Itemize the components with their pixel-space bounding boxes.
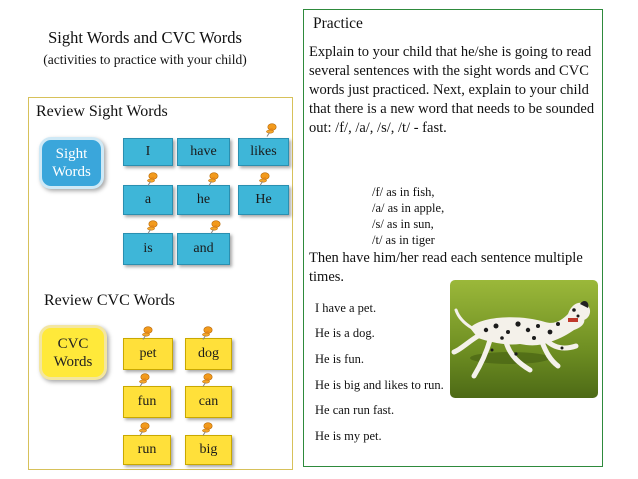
pushpin-icon bbox=[138, 422, 150, 436]
cvc-word-card: can bbox=[185, 386, 232, 418]
pushpin-icon bbox=[146, 172, 158, 186]
practice-title: Practice bbox=[313, 15, 363, 32]
dalmatian-running-photo bbox=[450, 280, 598, 398]
sight-word-card: and bbox=[177, 233, 230, 265]
sentence: He is fun. bbox=[315, 352, 364, 366]
sight-word-card: likes bbox=[238, 138, 289, 166]
sound-item: /t/ as in tiger bbox=[372, 233, 435, 247]
sound-item: /f/ as in fish, bbox=[372, 185, 435, 199]
review-cvc-words-title: Review CVC Words bbox=[44, 292, 175, 309]
pushpin-icon bbox=[258, 172, 270, 186]
cvc-words-label: CVC Words bbox=[39, 325, 107, 380]
cvc-word-card: pet bbox=[123, 338, 173, 370]
cvc-word-card: dog bbox=[185, 338, 232, 370]
sight-word-card: I bbox=[123, 138, 173, 166]
sentence: He is my pet. bbox=[315, 429, 382, 443]
sentence: He is big and likes to run. bbox=[315, 378, 444, 392]
pushpin-icon bbox=[201, 326, 213, 340]
pushpin-icon bbox=[138, 373, 150, 387]
pushpin-icon bbox=[201, 422, 213, 436]
sentence: He can run fast. bbox=[315, 403, 395, 417]
pushpin-icon bbox=[209, 220, 221, 234]
sight-word-card: have bbox=[177, 138, 230, 166]
pushpin-icon bbox=[207, 172, 219, 186]
pushpin-icon bbox=[201, 373, 213, 387]
page-subtitle: (activities to practice with your child) bbox=[43, 52, 247, 67]
sight-word-card: is bbox=[123, 233, 173, 265]
sound-item: /a/ as in apple, bbox=[372, 201, 445, 215]
practice-instruction: Then have him/her read each sentence multiple times. bbox=[309, 250, 583, 285]
sight-word-card: he bbox=[177, 185, 230, 215]
pushpin-icon bbox=[265, 123, 277, 137]
sight-word-card: a bbox=[123, 185, 173, 215]
practice-intro: Explain to your child that he/she is going to read several sentences with the sight words and CVC words just practiced. Next, explain to your child that there is a new word that needs to be sounded out: /f/, /a/, /s/, /t/ - fast. bbox=[309, 44, 595, 136]
sentence: He is a dog. bbox=[315, 326, 375, 340]
review-sight-words-title: Review Sight Words bbox=[36, 103, 168, 120]
sound-item: /s/ as in sun, bbox=[372, 217, 434, 231]
cvc-word-card: run bbox=[123, 435, 171, 465]
sound-list bbox=[372, 184, 444, 248]
pushpin-icon bbox=[146, 220, 158, 234]
sentence: I have a pet. bbox=[315, 301, 377, 315]
cvc-word-card: big bbox=[185, 435, 232, 465]
sight-words-label: Sight Words bbox=[39, 137, 104, 189]
page-title: Sight Words and CVC Words bbox=[48, 28, 242, 47]
pushpin-icon bbox=[141, 326, 153, 340]
sight-word-card: He bbox=[238, 185, 289, 215]
cvc-word-card: fun bbox=[123, 386, 171, 418]
